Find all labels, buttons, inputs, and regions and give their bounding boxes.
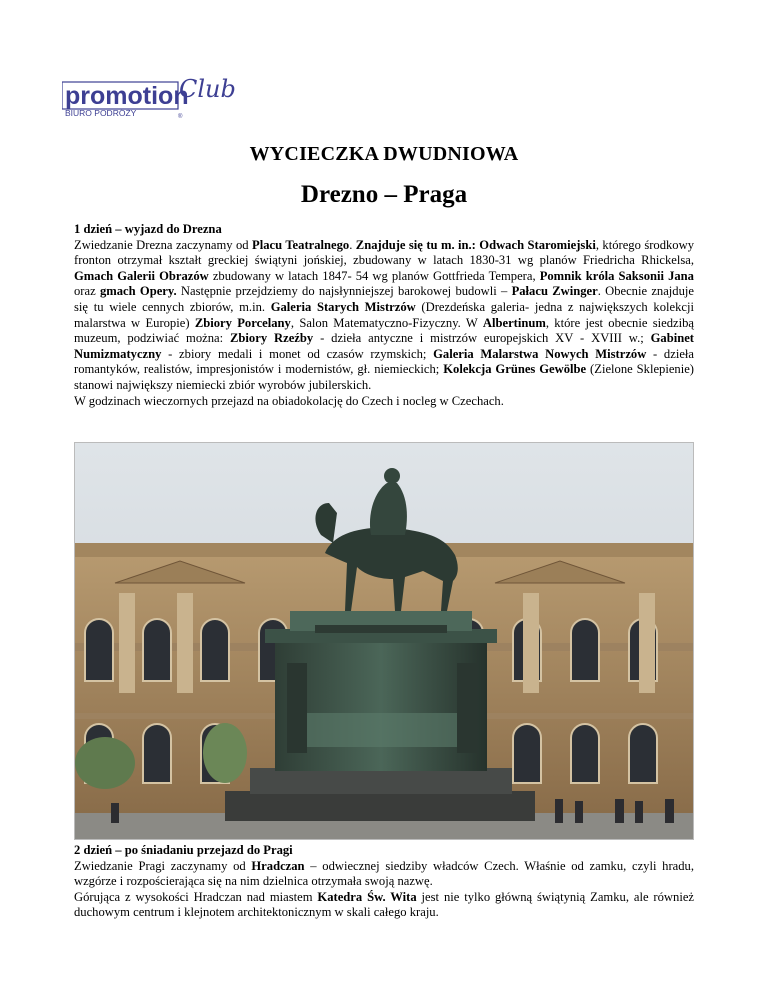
dresden-monument-photo (74, 442, 694, 840)
day1-evening: W godzinach wieczornych przejazd na obiadokolację do Czech i nocleg w Czechach. (74, 393, 504, 408)
text-run: oraz (74, 284, 100, 299)
bold-term: Gabinet Numizmatyczny (74, 331, 694, 361)
day2-section (74, 843, 694, 921)
text-run: jest nie tylko główną świątynią Zamku, ale również duchowym centrum i klejnotem architektonicznym w skali całego kraju. (74, 889, 694, 920)
bold-term: Zbiory Rzeźby (230, 331, 314, 346)
text-run: Zwiedzanie Pragi zaczynamy od (74, 858, 252, 873)
day1-heading: 1 dzień – wyjazd do Drezna (74, 222, 222, 236)
text-run: , Salon Matematyczno-Fizyczny. W (290, 315, 483, 330)
text-run: . Obecnie znajduje się tu wiele cennych zbiorów, m.in. (74, 284, 694, 314)
text-run: , którego środkowy fronton otrzymał kształt greckiej świątyni jońskiej, zbudowany w latach 1830-31 wg planów Friedricha Rhickelsa, (74, 237, 694, 268)
bold-term: Hradczan (251, 858, 305, 873)
logo-registered: ® (178, 114, 183, 120)
text-run: Górująca z wysokości Hradczan nad miastem (74, 889, 318, 904)
bold-term: Pomnik króla Saksonii Jana (539, 268, 694, 283)
day2-paragraph-1 (74, 859, 694, 890)
bold-term: Placu Teatralnego (252, 237, 350, 252)
logo-brand-main: promotion (65, 82, 189, 110)
text-run: (Zielone Sklepienie) stanowi największy niemiecki zbiór wyrobów jubilerskich. (74, 362, 694, 392)
bold-term: Albertinum (482, 315, 546, 330)
bold-term: Galeria Starych Mistrzów (270, 299, 416, 314)
document-title: WYCIECZKA DWUDNIOWA (249, 143, 519, 165)
text-run: - dzieła romantyków, realistów, impresjonistów i modernistów, gł. niemieckich; (74, 346, 694, 377)
text-run: Zwiedzanie Drezna zaczynamy od (74, 237, 253, 252)
bold-term: Gmach Galerii Obrazów (74, 268, 209, 283)
text-run: Następnie przejdziemy do najsłynniejszej barokowej budowli – (176, 284, 512, 299)
logo-brand-script: Club (179, 75, 236, 103)
text-run: - zbiory medali i monet od czasów rzymskich; (161, 346, 434, 361)
text-run: – odwiecznej siedziby władców Czech. Właśnie od zamku, czyli hradu, wzgórze i rozpościerająca się na nim dzielnica otrzymała swoją nazwę. (74, 858, 694, 889)
text-run: zbudowany w latach 1847- 54 wg planów Gottfrieda Tempera, (208, 268, 540, 283)
bold-term: Kolekcja Grünes Gewölbe (443, 362, 587, 377)
logo-subtitle: BIURO PODRÓŻY (65, 108, 137, 118)
bold-term: Zbiory Porcelany (194, 315, 291, 330)
text-run: - dzieła antyczne i mistrzów europejskich XV - XVIII w.; (313, 331, 651, 346)
bold-term: Galeria Malarstwa Nowych Mistrzów (433, 346, 647, 361)
text-run: , które jest obecnie siedzibą muzeum, podziwiać można: (74, 315, 694, 346)
bold-term: Pałacu Zwinger (511, 284, 598, 299)
day1-paragraph (74, 238, 694, 394)
day2-paragraph-2 (74, 890, 694, 921)
day2-heading: 2 dzień – po śniadaniu przejazd do Pragi (74, 843, 293, 857)
document-subtitle: Drezno – Praga (300, 181, 468, 208)
day1-section (74, 222, 694, 409)
bold-term: gmach Opery. (99, 284, 177, 299)
text-run: . (349, 237, 356, 252)
text-run: (Drezdeńska galeria- jedna z największych kolekcji malarstwa w Europie) (74, 299, 694, 330)
bold-term: Znajduje się tu m. in.: Odwach Staromiejski (355, 237, 596, 252)
promotion-club-logo (62, 66, 252, 126)
bold-term: Katedra Św. Wita (317, 889, 417, 904)
